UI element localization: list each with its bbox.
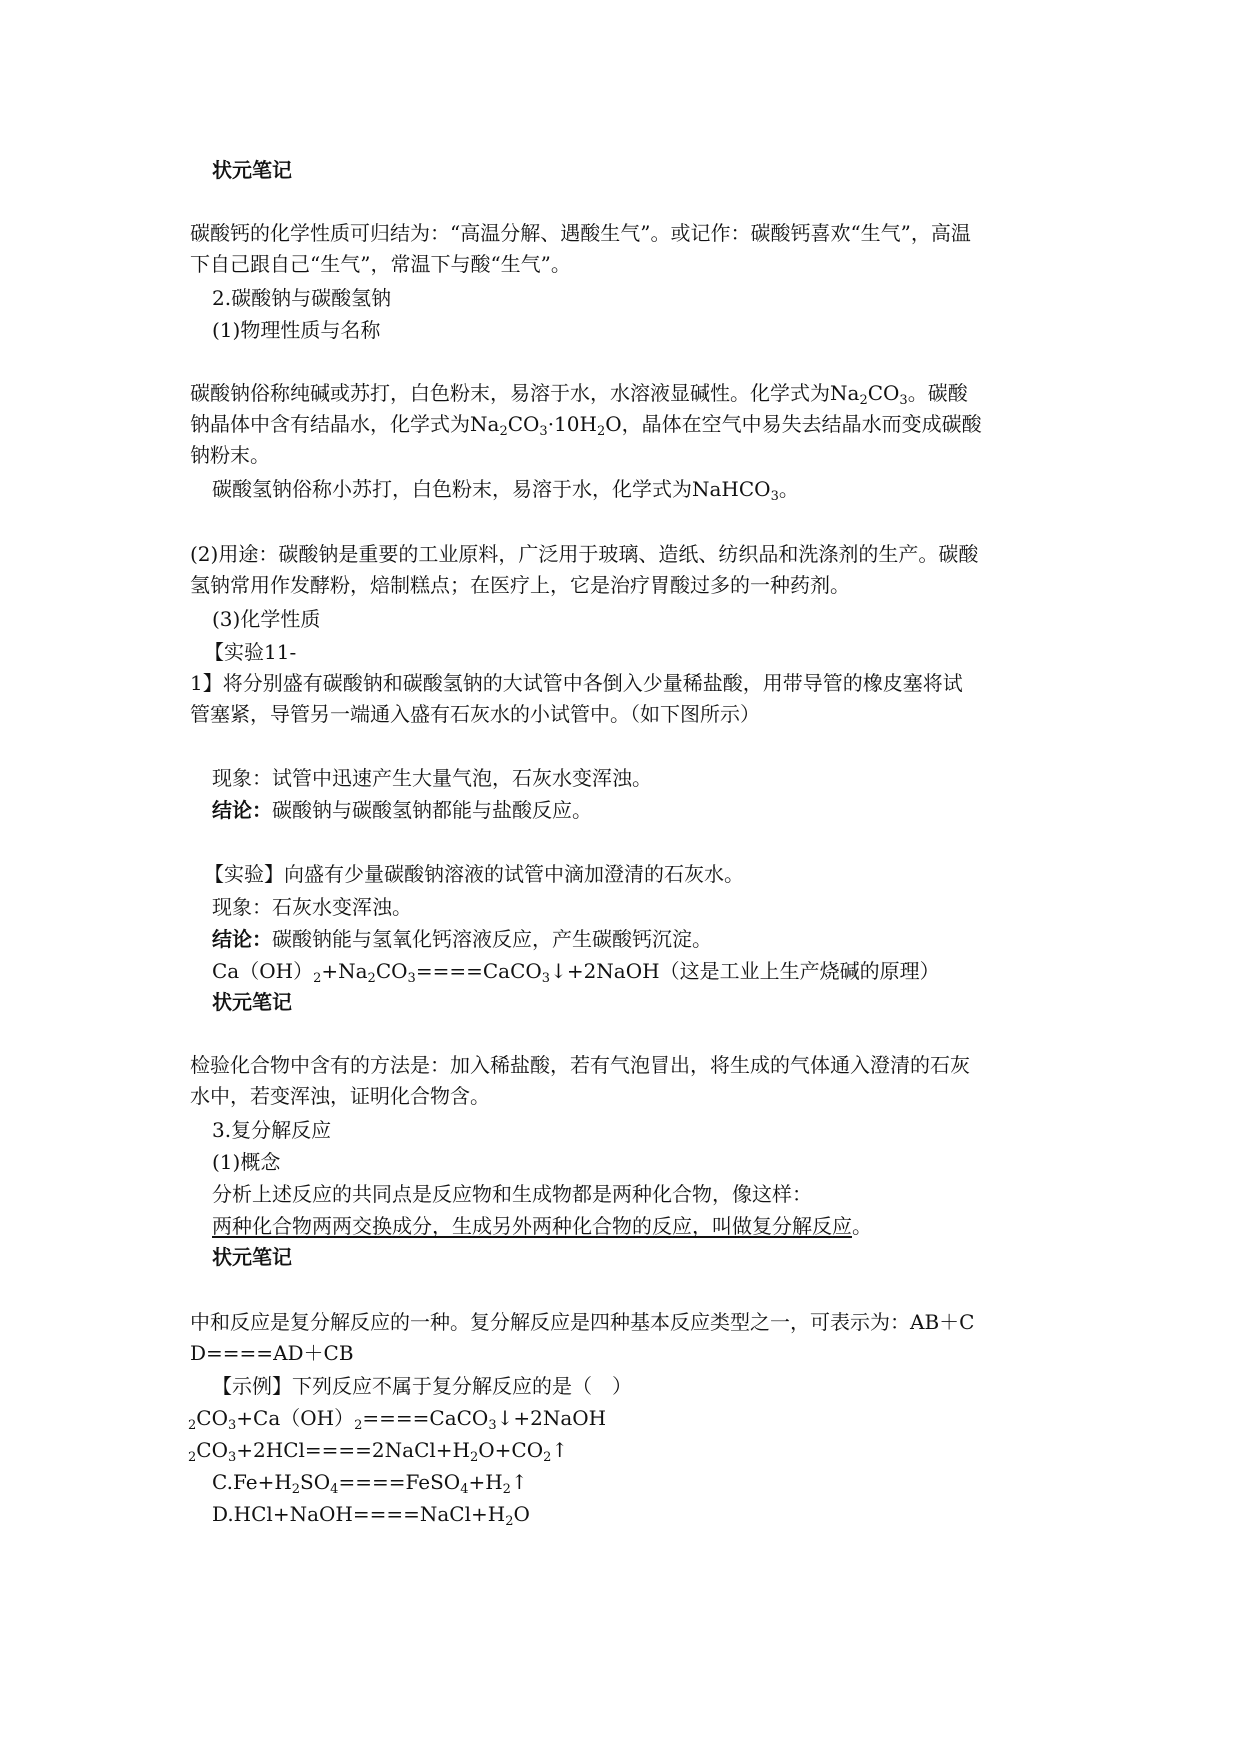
paragraph-line: 碳酸钠俗称纯碱或苏打，白色粉末，易溶于水，水溶液显碱性。化学式为$Na_2CO_3$。碳酸 — [190, 381, 968, 408]
section-title: 状元笔记 — [212, 1245, 292, 1269]
experiment-line: 管塞紧，导管另一端通入盛有石灰水的小试管中。（如下图所示） — [190, 702, 760, 726]
experiment-line: 1】将分别盛有碳酸钠和碳酸氢钠的大试管中各倒入少量稀盐酸，用带导管的橡皮塞将试 — [190, 671, 963, 695]
definition-line: 两种化合物两两交换成分，生成另外两种化合物的反应，叫做复分解反应。 — [212, 1214, 872, 1238]
paragraph-line: 分析上述反应的共同点是反应物和生成物都是两种化合物，像这样： — [212, 1182, 812, 1206]
section-title: 状元笔记 — [212, 990, 292, 1014]
conclusion-line: 结论：碳酸钠能与氢氧化钙溶液反应，产生碳酸钙沉淀。 — [212, 927, 712, 951]
option-b: $_2CO_3+2HCl====2NaCl+H_2O+CO_2↑$ — [188, 1438, 569, 1465]
paragraph-line: 钠晶体中含有结晶水，化学式为$Na_2CO_3\cdot 10H_2O$，晶体在空气中易失去结晶水而变成碳酸 — [190, 412, 982, 439]
section-heading: 3.复分解反应 — [212, 1118, 332, 1142]
example-question: 【示例】下列反应不属于复分解反应的是（ ） — [212, 1374, 632, 1398]
paragraph-line: 氢钠常用作发酵粉，焙制糕点；在医疗上，它是治疗胃酸过多的一种药剂。 — [190, 573, 850, 597]
paragraph-line: 检验化合物中含有的方法是：加入稀盐酸，若有气泡冒出，将生成的气体通入澄清的石灰 — [190, 1053, 970, 1077]
equation-line: $Ca(OH)_2+Na_2CO_3====CaCO_3↓+2NaOH$（这是工业上生产烧碱的原理） — [212, 959, 940, 986]
paragraph-line: 水中，若变浑浊，证明化合物含。 — [190, 1084, 490, 1108]
option-a: $_2CO_3+Ca(OH)_2====CaCO_3↓+2NaOH$ — [188, 1406, 607, 1433]
paragraph-line: D====AD＋CB — [190, 1341, 354, 1365]
paragraph-line: 钠粉末。 — [190, 443, 270, 467]
phenomenon-line: 现象：试管中迅速产生大量气泡，石灰水变浑浊。 — [212, 766, 652, 790]
option-d: $D.HCl+NaOH====NaCl+H_2O$ — [212, 1502, 530, 1529]
experiment-line: 【实验】向盛有少量碳酸钠溶液的试管中滴加澄清的石灰水。 — [204, 862, 744, 886]
phenomenon-line: 现象：石灰水变浑浊。 — [212, 895, 412, 919]
section-title: 状元笔记 — [212, 158, 292, 182]
paragraph-line: 下自己跟自己“生气”，常温下与酸“生气”。 — [190, 252, 571, 276]
paragraph-line: (2)用途：碳酸钠是重要的工业原料，广泛用于玻璃、造纸、纺织品和洗涤剂的生产。碳酸 — [190, 542, 979, 566]
paragraph-line: 碳酸氢钠俗称小苏打，白色粉末，易溶于水，化学式为NaHCO$_3$。 — [212, 477, 799, 504]
paragraph-line: 碳酸钙的化学性质可归结为：“高温分解、遇酸生气”。或记作：碳酸钙喜欢“生气”，高温 — [190, 221, 971, 245]
paragraph-line: 中和反应是复分解反应的一种。复分解反应是四种基本反应类型之一，可表示为：AB＋C — [190, 1310, 975, 1334]
subsection-heading: (1)概念 — [212, 1150, 281, 1174]
option-c: $C.Fe+H_2SO_4====FeSO_4+H_2↑$ — [212, 1470, 528, 1497]
subsection-heading: (3)化学性质 — [212, 607, 321, 631]
experiment-line: 【实验11- — [204, 640, 297, 664]
conclusion-line: 结论：碳酸钠与碳酸氢钠都能与盐酸反应。 — [212, 798, 592, 822]
subsection-heading: (1)物理性质与名称 — [212, 318, 381, 342]
section-heading: 2.碳酸钠与碳酸氢钠 — [212, 286, 392, 310]
